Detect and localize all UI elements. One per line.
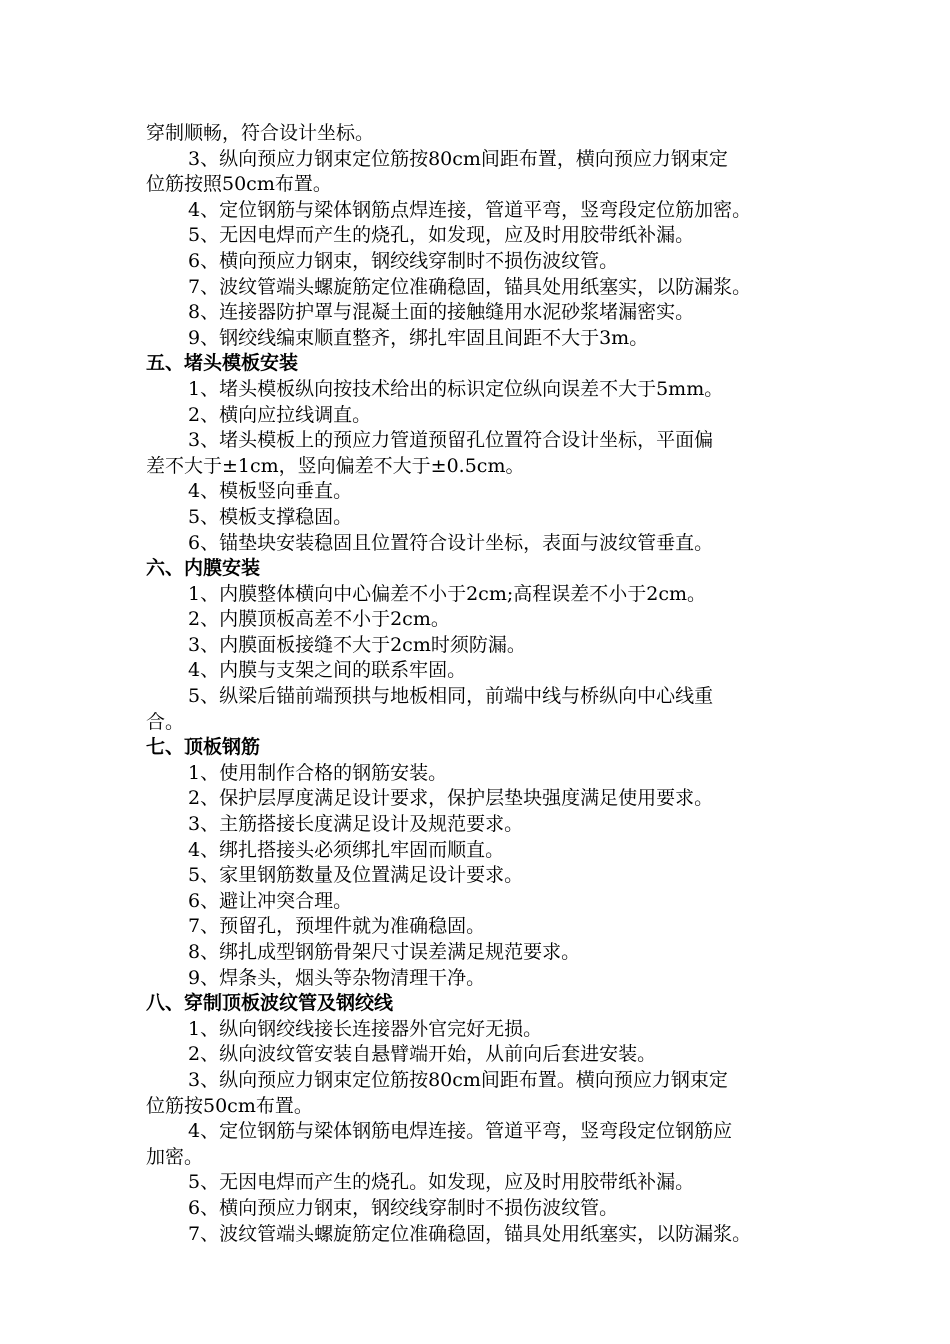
list-item-line: 3、内膜面板接缝不大于2cm时须防漏。 bbox=[188, 633, 526, 656]
list-item-line: 1、堵头模板纵向按技术给出的标识定位纵向误差不大于5mm。 bbox=[188, 377, 724, 400]
list-item-line: 6、横向预应力钢束，钢绞线穿制时不损伤波纹管。 bbox=[188, 1196, 619, 1219]
continuation-line: 差不大于±1cm，竖向偏差不大于±0.5cm。 bbox=[146, 454, 525, 477]
list-item-line: 2、纵向波纹管安装自悬臂端开始，从前向后套进安装。 bbox=[188, 1043, 657, 1066]
list-item-line: 6、避让冲突合理。 bbox=[188, 889, 353, 912]
continuation-line: 位筋按照50cm布置。 bbox=[146, 173, 332, 196]
list-item-line: 4、定位钢筋与梁体钢筋电焊连接。管道平弯，竖弯段定位钢筋应 bbox=[188, 1120, 733, 1143]
list-item-line: 2、横向应拉线调直。 bbox=[188, 403, 372, 426]
list-item-line: 5、纵梁后锚前端预拱与地板相同，前端中线与桥纵向中心线重 bbox=[188, 685, 714, 708]
list-item-line: 2、保护层厚度满足设计要求，保护层垫块强度满足使用要求。 bbox=[188, 787, 714, 810]
list-item-line: 7、波纹管端头螺旋筋定位准确稳固，锚具处用纸塞实，以防漏浆。 bbox=[188, 275, 752, 298]
list-item-line: 3、纵向预应力钢束定位筋按80cm间距布置，横向预应力钢束定 bbox=[188, 147, 728, 170]
section-heading: 八、穿制顶板波纹管及钢绞线 bbox=[146, 992, 394, 1015]
section-heading: 六、内膜安装 bbox=[146, 557, 261, 580]
list-item-line: 7、预留孔，预埋件就为准确稳固。 bbox=[188, 915, 486, 938]
continuation-line: 穿制顺畅，符合设计坐标。 bbox=[146, 122, 375, 144]
list-item-line: 5、家里钢筋数量及位置满足设计要求。 bbox=[188, 864, 524, 887]
list-item-line: 9、钢绞线编束顺直整齐，绑扎牢固且间距不大于3m。 bbox=[188, 326, 649, 349]
list-item-line: 6、锚垫块安装稳固且位置符合设计坐标，表面与波纹管垂直。 bbox=[188, 531, 714, 554]
continuation-line: 合。 bbox=[146, 710, 185, 733]
list-item-line: 5、无因电焊而产生的烧孔，如发现，应及时用胶带纸补漏。 bbox=[188, 224, 695, 247]
list-item-line: 8、连接器防护罩与混凝土面的接触缝用水泥砂浆堵漏密实。 bbox=[188, 301, 695, 324]
list-item-line: 4、模板竖向垂直。 bbox=[188, 480, 353, 503]
list-item-line: 8、绑扎成型钢筋骨架尺寸误差满足规范要求。 bbox=[188, 941, 581, 963]
section-heading: 五、堵头模板安装 bbox=[146, 352, 299, 375]
continuation-line: 位筋按50cm布置。 bbox=[146, 1094, 313, 1117]
list-item-line: 9、焊条头，烟头等杂物清理干净。 bbox=[188, 966, 486, 989]
list-item-line: 1、内膜整体横向中心偏差不小于2cm;高程误差不小于2cm。 bbox=[188, 582, 706, 605]
list-item-line: 6、横向预应力钢束，钢绞线穿制时不损伤波纹管。 bbox=[188, 249, 619, 272]
list-item-line: 3、主筋搭接长度满足设计及规范要求。 bbox=[188, 813, 524, 836]
list-item-line: 3、堵头模板上的预应力管道预留孔位置符合设计坐标，平面偏 bbox=[188, 429, 714, 452]
list-item-line: 4、内膜与支架之间的联系牢固。 bbox=[188, 659, 467, 682]
list-item-line: 2、内膜顶板高差不小于2cm。 bbox=[188, 608, 450, 631]
continuation-line: 加密。 bbox=[146, 1145, 204, 1168]
section-heading: 七、顶板钢筋 bbox=[146, 736, 261, 759]
list-item-line: 4、定位钢筋与梁体钢筋点焊连接，管道平弯，竖弯段定位筋加密。 bbox=[188, 198, 752, 221]
document-body bbox=[146, 121, 826, 1247]
list-item-line: 1、使用制作合格的钢筋安装。 bbox=[188, 761, 448, 784]
list-item-line: 7、波纹管端头螺旋筋定位准确稳固，锚具处用纸塞实，以防漏浆。 bbox=[188, 1222, 752, 1245]
list-item-line: 5、模板支撑稳固。 bbox=[188, 505, 353, 528]
list-item-line: 5、无因电焊而产生的烧孔。如发现，应及时用胶带纸补漏。 bbox=[188, 1171, 695, 1194]
list-item-line: 4、绑扎搭接头必须绑扎牢固而顺直。 bbox=[188, 838, 505, 861]
list-item-line: 1、纵向钢绞线接长连接器外官完好无损。 bbox=[188, 1017, 543, 1040]
list-item-line: 3、纵向预应力钢束定位筋按80cm间距布置。横向预应力钢束定 bbox=[188, 1068, 728, 1091]
